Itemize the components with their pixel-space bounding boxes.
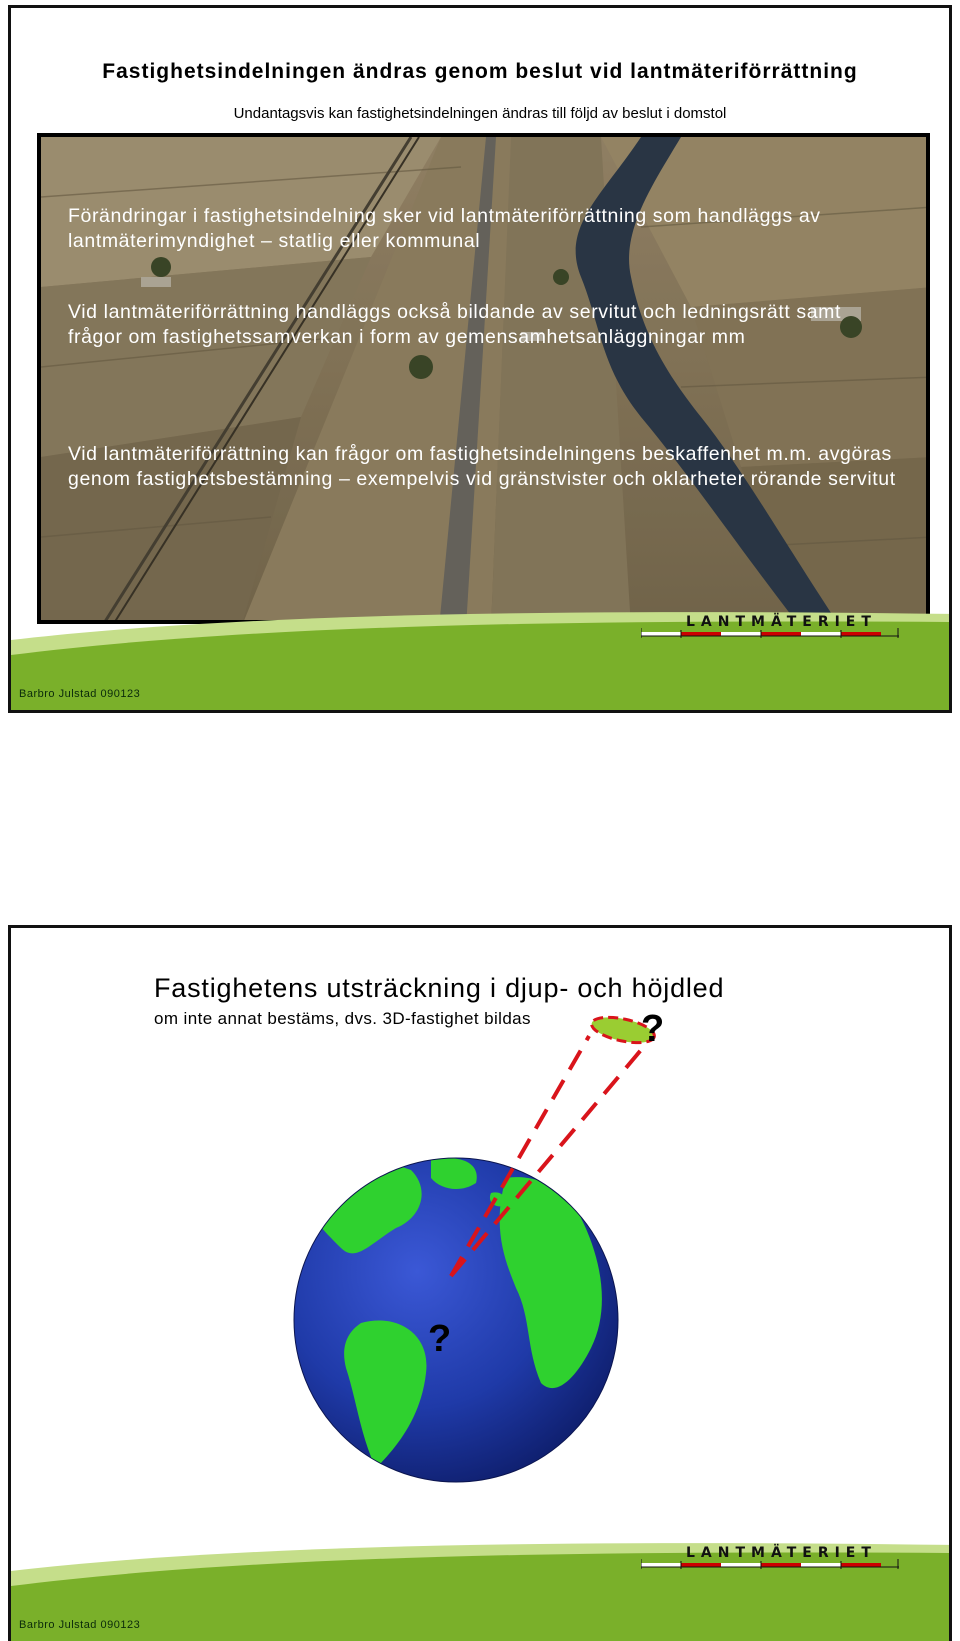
slide-2-subtitle: om inte annat bestäms, dvs. 3D-fastighet bildas bbox=[154, 1009, 531, 1028]
slide-1 bbox=[8, 5, 952, 713]
globe-icon bbox=[294, 1158, 618, 1482]
lantmateriet-logo bbox=[641, 1545, 899, 1581]
footer-credit: Barbro Julstad 090123 bbox=[19, 1619, 141, 1631]
logo-text: LANTMÄTERIET bbox=[686, 614, 877, 630]
paragraph-servitut: Vid lantmäteriförrättning handläggs också bildande av servitut och ledningsrätt samt frågor om fastighetssamverkan i form av gemensamhetsanläggningar mm bbox=[68, 301, 842, 348]
paragraph-fastighetsbestamning: Vid lantmäteriförrättning kan frågor om fastighetsindelningens beskaffenhet m.m. avgöras genom fastighetsbestämning – exempelvis vid gränstvister och oklarheter rörande servitut bbox=[68, 443, 896, 490]
paragraph-forrattning: Förändringar i fastighetsindelning sker vid lantmäteriförrättning som handläggs av lantmäterimyndighet – statlig eller kommunal bbox=[68, 205, 821, 252]
logo-scale-bar bbox=[641, 628, 899, 642]
logo-text: LANTMÄTERIET bbox=[686, 1545, 877, 1561]
slide-2-title: Fastighetens utsträckning i djup- och höjdled bbox=[154, 973, 725, 1003]
question-mark-earth: ? bbox=[428, 1318, 452, 1360]
slide-1-subtitle: Undantagsvis kan fastighetsindelningen ändras till följd av beslut i domstol bbox=[233, 105, 727, 122]
slide-2 bbox=[8, 925, 952, 1641]
question-mark-top: ? bbox=[641, 1008, 665, 1050]
aerial-photo bbox=[37, 133, 930, 624]
slide-1-title: Fastighetsindelningen ändras genom beslut vid lantmäteriförrättning bbox=[102, 60, 858, 83]
slide-1-footer bbox=[11, 600, 949, 710]
slide-2-footer bbox=[11, 1531, 949, 1641]
lantmateriet-logo bbox=[641, 614, 899, 650]
footer-credit: Barbro Julstad 090123 bbox=[19, 688, 141, 700]
logo-scale-bar bbox=[641, 1559, 899, 1573]
